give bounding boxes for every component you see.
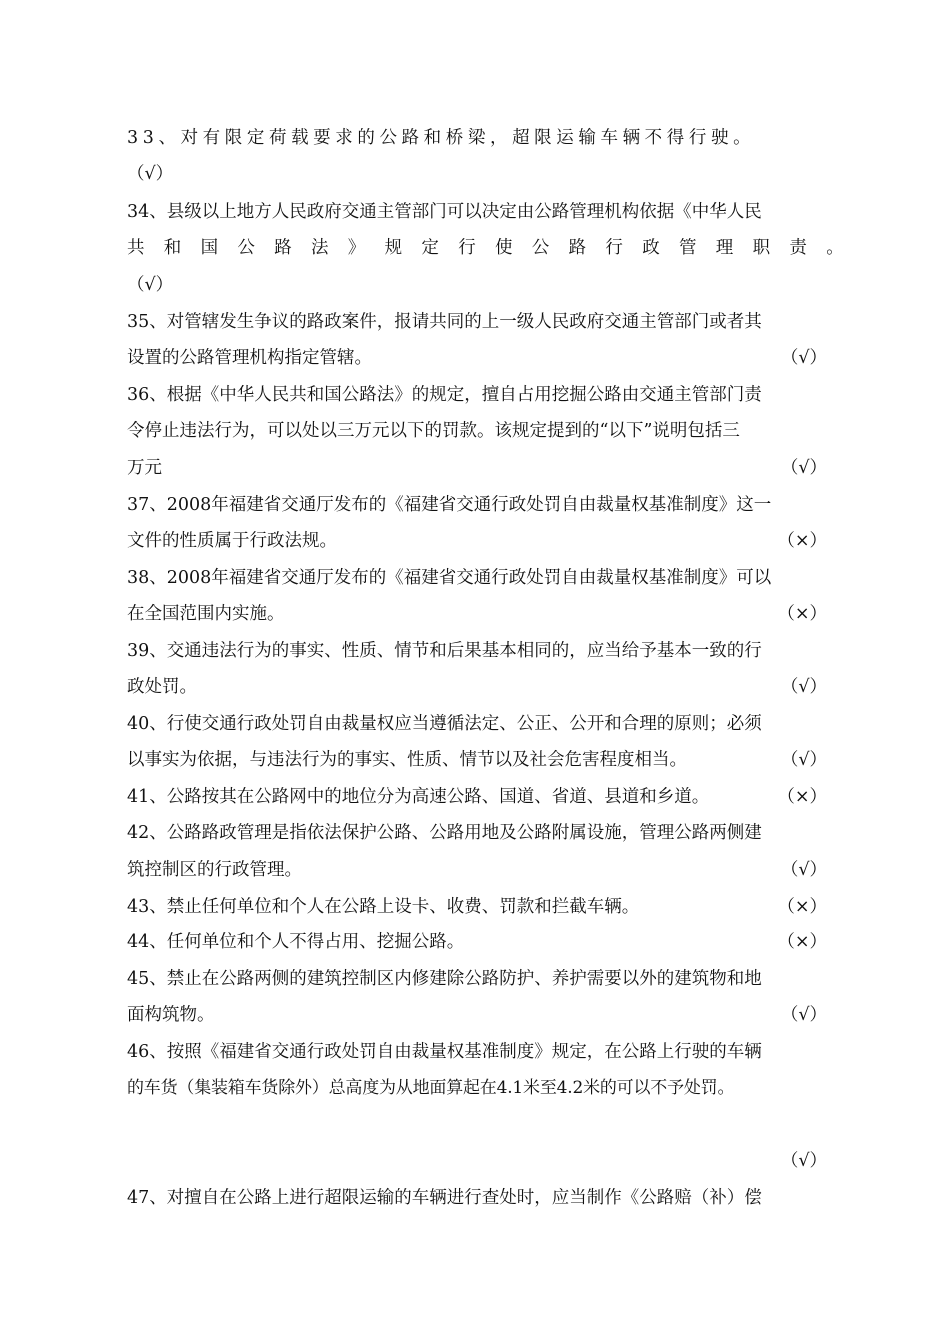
question-36-line-2: 令停止违法行为，可以处以三万元以下的罚款。该规定提到的“以下”说明包括三 bbox=[127, 421, 740, 441]
question-39-text: 政处罚。 bbox=[127, 677, 197, 697]
question-42-answer: （√） bbox=[780, 860, 827, 880]
question-43-answer: （×） bbox=[777, 897, 827, 917]
question-34-line-1: 34、县级以上地方人民政府交通主管部门可以决定由公路管理机构依据《中华人民 bbox=[127, 202, 762, 222]
question-33-line-1: 33、对有限定荷载要求的公路和桥梁，超限运输车辆不得行驶。 bbox=[127, 128, 756, 148]
question-42-text: 筑控制区的行政管理。 bbox=[127, 860, 302, 880]
question-37-line-2 bbox=[127, 526, 827, 556]
question-39-line-1: 39、交通违法行为的事实、性质、情节和后果基本相同的，应当给予基本一致的行 bbox=[127, 641, 762, 661]
question-47-line-1: 47、对擅自在公路上进行超限运输的车辆进行查处时，应当制作《公路赔（补）偿 bbox=[127, 1188, 762, 1208]
question-42-line-2 bbox=[127, 855, 827, 885]
question-37-answer: （×） bbox=[777, 531, 827, 551]
question-46-answer: （√） bbox=[780, 1151, 827, 1171]
question-37-text: 文件的性质属于行政法规。 bbox=[127, 531, 337, 551]
question-36-line-1: 36、根据《中华人民共和国公路法》的规定，擅自占用挖掘公路由交通主管部门责 bbox=[127, 385, 762, 405]
question-43-text: 43、禁止任何单位和个人在公路上设卡、收费、罚款和拦截车辆。 bbox=[127, 897, 640, 917]
question-39-line-2 bbox=[127, 672, 827, 702]
question-37-line-1: 37、2008年福建省交通厅发布的《福建省交通行政处罚自由裁量权基准制度》这一 bbox=[127, 495, 772, 515]
question-46-line-2: 的车货（集装箱车货除外）总高度为从地面算起在4.1米至4.2米的可以不予处罚。 bbox=[127, 1078, 735, 1098]
question-45-text: 面构筑物。 bbox=[127, 1005, 215, 1025]
question-34-line-2: 共和国公路法》规定行使公路行政管理职责。 bbox=[127, 238, 863, 258]
question-35-line-2 bbox=[127, 343, 827, 373]
question-42-line-1: 42、公路路政管理是指依法保护公路、公路用地及公路附属设施，管理公路两侧建 bbox=[127, 823, 762, 843]
question-36-line-3 bbox=[127, 453, 827, 483]
question-41-answer: （×） bbox=[777, 787, 827, 807]
question-38-text: 在全国范围内实施。 bbox=[127, 604, 285, 624]
question-40-line-1: 40、行使交通行政处罚自由裁量权应当遵循法定、公正、公开和合理的原则；必须 bbox=[127, 714, 762, 734]
question-35-line-1: 35、对管辖发生争议的路政案件，报请共同的上一级人民政府交通主管部门或者其 bbox=[127, 312, 762, 332]
question-43-line-1 bbox=[127, 892, 827, 922]
question-38-line-2 bbox=[127, 599, 827, 629]
question-44-text: 44、任何单位和个人不得占用、挖掘公路。 bbox=[127, 932, 465, 952]
question-36-answer: （√） bbox=[780, 458, 827, 478]
question-40-line-2 bbox=[127, 745, 827, 775]
question-36-text: 万元 bbox=[127, 458, 162, 478]
question-40-text: 以事实为依据，与违法行为的事实、性质、情节以及社会危害程度相当。 bbox=[127, 750, 687, 770]
question-46-line-1: 46、按照《福建省交通行政处罚自由裁量权基准制度》规定，在公路上行驶的车辆 bbox=[127, 1042, 762, 1062]
question-34-line-3: （√） bbox=[127, 275, 174, 295]
question-46-line-3 bbox=[127, 1146, 827, 1176]
question-45-answer: （√） bbox=[780, 1005, 827, 1025]
question-45-line-2 bbox=[127, 1000, 827, 1030]
question-40-answer: （√） bbox=[780, 750, 827, 770]
question-38-line-1: 38、2008年福建省交通厅发布的《福建省交通行政处罚自由裁量权基准制度》可以 bbox=[127, 568, 772, 588]
question-41-text: 41、公路按其在公路网中的地位分为高速公路、国道、省道、县道和乡道。 bbox=[127, 787, 710, 807]
question-44-line-1 bbox=[127, 927, 827, 957]
question-38-answer: （×） bbox=[777, 604, 827, 624]
question-45-line-1: 45、禁止在公路两侧的建筑控制区内修建除公路防护、养护需要以外的建筑物和地 bbox=[127, 969, 762, 989]
question-39-answer: （√） bbox=[780, 677, 827, 697]
question-44-answer: （×） bbox=[777, 932, 827, 952]
question-35-text: 设置的公路管理机构指定管辖。 bbox=[127, 348, 372, 368]
question-41-line-1 bbox=[127, 782, 827, 812]
question-35-answer: （√） bbox=[780, 348, 827, 368]
question-33-line-2: （√） bbox=[127, 164, 174, 184]
